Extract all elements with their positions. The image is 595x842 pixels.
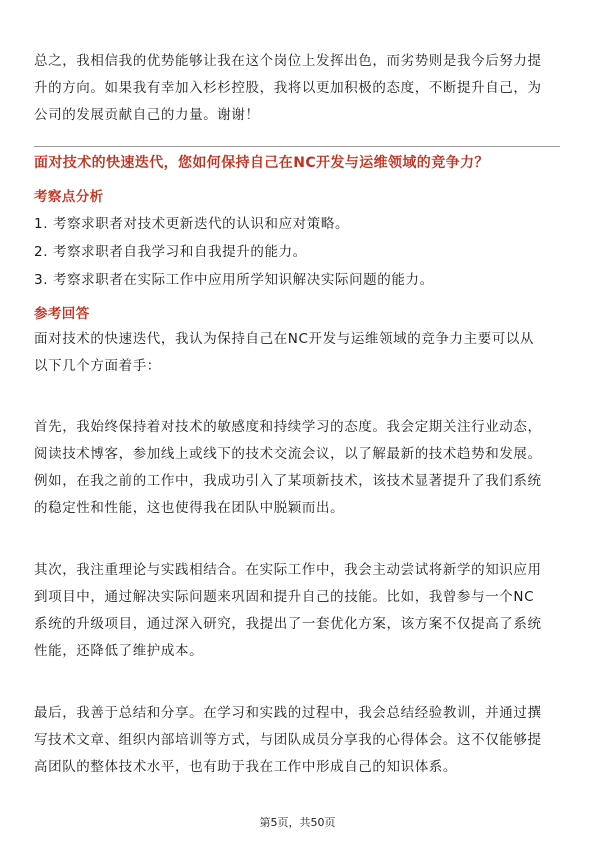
analysis-item: 1. 考察求职者对技术更新迭代的认识和应对策略。 [34,216,350,232]
text-line: 首先，我始终保持着对技术的敏感度和持续学习的态度。我会定期关注行业动态， [34,419,542,435]
intro-paragraph [34,48,562,129]
text-line: 到项目中，通过解决实际问题来巩固和提升自己的技能。比如，我曾参与一个NC [34,589,535,605]
text-line: 性能，还降低了维护成本。 [34,643,204,659]
page-number: 第5页，共50页 [259,816,336,829]
answer-heading: 参考回答 [34,306,90,322]
answer-paragraph-3 [34,557,562,665]
text-line: 写技术文章、组织内部培训等方式，与团队成员分享我的心得体会。这不仅能够提 [34,732,542,748]
analysis-heading: 考察点分析 [34,189,104,205]
answer-paragraph-1 [34,326,562,380]
text-line: 阅读技术博客，参加线上或线下的技术交流会议，以了解最新的技术趋势和发展。 [34,446,542,462]
text-line: 例如，在我之前的工作中，我成功引入了某项新技术，该技术显著提升了我们系统 [34,473,542,489]
text-line: 升的方向。如果我有幸加入杉杉控股，我将以更加积极的态度，不断提升自己，为 [34,80,542,96]
answer-paragraph-2 [34,414,562,522]
question-heading: 面对技术的快速迭代，您如何保持自己在NC开发与运维领域的竞争力？ [34,155,489,171]
text-line: 公司的发展贡献自己的力量。谢谢！ [34,107,260,123]
text-line: 最后，我善于总结和分享。在学习和实践的过程中，我会总结经验教训，并通过撰 [34,705,542,721]
analysis-item: 3. 考察求职者在实际工作中应用所学知识解决实际问题的能力。 [34,272,434,288]
text-line: 的稳定性和性能，这也使得我在团队中脱颖而出。 [34,500,345,516]
text-line: 总之，我相信我的优势能够让我在这个岗位上发挥出色，而劣势则是我今后努力提 [34,53,542,69]
section-divider [34,146,560,147]
text-line: 高团队的整体技术水平，也有助于我在工作中形成自己的知识体系。 [34,759,457,775]
answer-paragraph-4 [34,700,562,781]
text-line: 面对技术的快速迭代，我认为保持自己在NC开发与运维领域的竞争力主要可以从 [34,331,535,347]
analysis-item: 2. 考察求职者自我学习和自我提升的能力。 [34,244,307,260]
text-line: 其次，我注重理论与实践相结合。在实际工作中，我会主动尝试将新学的知识应用 [34,562,542,578]
text-line: 系统的升级项目，通过深入研究，我提出了一套优化方案，该方案不仅提高了系统 [34,616,542,632]
text-line: 以下几个方面着手： [34,358,161,374]
